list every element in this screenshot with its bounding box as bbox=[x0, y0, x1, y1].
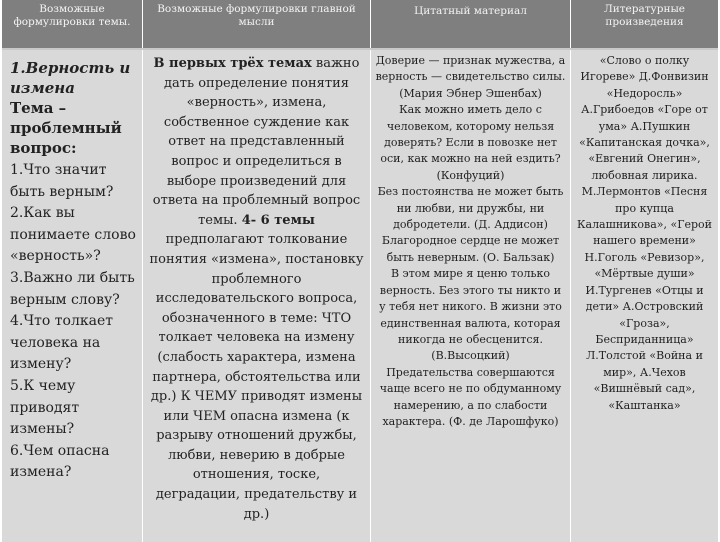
main-idea-text-1: важно дать определение понятия «верность», измена, собственное суждение как ответ на представленный вопрос и определиться в выборе произведений для ответа на проблемный вопрос темы. bbox=[152, 56, 361, 228]
quotations-cell bbox=[371, 50, 571, 542]
quote: В этом мире я ценю только верность. Без этого ты никто и у тебя нет никого. В жизни это единственная валюта, которая никогда не обесценится. (В.Высоцкий) bbox=[379, 267, 562, 363]
question-item: 4.Что толкает человека на измену? bbox=[10, 313, 113, 373]
main-idea-bold-2: 4- 6 темы bbox=[241, 212, 315, 228]
question-item: 5.К чему приводят измены? bbox=[10, 377, 80, 438]
header-quotations: Цитатный материал bbox=[371, 0, 571, 48]
main-idea-cell bbox=[143, 50, 371, 542]
header-topic-wording: Возможные формулировки темы. bbox=[2, 0, 143, 48]
question-item: 3.Важно ли быть верным слову? bbox=[10, 269, 135, 308]
quote: Благородное сердце не может быть неверным. (О. Бальзак) bbox=[381, 234, 560, 264]
header-main-idea-wording: Возможные формулировки главной мысли bbox=[143, 0, 371, 48]
quote: Как можно иметь дело с человеком, которому нельзя доверять? Если в повозке нет оси, как можно на ней ездить? (Конфуций) bbox=[380, 103, 561, 182]
topic-cell bbox=[2, 50, 143, 542]
literary-works-cell: «Слово о полку Игореве» Д.Фонвизин «Недоросль» А.Грибоедов «Горе от ума» А.Пушкин «Капитанская дочка», «Евгений Онегин», любовная лирика. М.Лермонтов «Песня про купца Калашникова», «Герой нашего времени» Н.Гоголь «Ревизор», «Мёртвые души» И.Тургенев «Отцы и дети» А.Островский «Гроза», Бесприданница» Л.Толстой «Война и мир», А.Чехов «Вишнёвый сад», «Каштанка» bbox=[571, 50, 718, 542]
quote: Предательства совершаются чаще всего не по обдуманному намерению, а по слабости характера. (Ф. де Ларошфуко) bbox=[379, 365, 562, 428]
question-item: 6.Чем опасна измена? bbox=[10, 442, 110, 481]
quote: Без постоянства не может быть ни любви, ни дружбы, ни добродетели. (Д. Аддисон) bbox=[377, 185, 564, 232]
main-idea-bold-1: В первых трёх темах bbox=[153, 56, 312, 71]
topic-title: 1.Верность и измена bbox=[10, 59, 131, 97]
topic-subtitle: Тема – проблемный вопрос: bbox=[10, 99, 122, 157]
header-literary-works: Литературные произведения bbox=[571, 0, 718, 48]
question-item: 2.Как вы понимаете слово «верность»? bbox=[10, 205, 136, 265]
question-item: 1.Что значит быть верным? bbox=[10, 162, 114, 200]
main-idea-text-2: предполагают толкование понятия «измена», постановку проблемного исследовательского вопроса, обозначенного в теме: ЧТО толкает человека на измену (слабость характера, измена партнера, обстоятельства или др.) К ЧЕМУ приводят измены или ЧЕМ опасна измена (к разрыву отношений дружбы, любви, неверию в добрые отношения, тоске, деградации, предательству и др.) bbox=[149, 232, 364, 522]
question-list bbox=[10, 160, 138, 484]
literature-topics-table bbox=[2, 0, 718, 540]
quote: Доверие — признак мужества, а верность — свидетельство силы. (Мария Эбнер Эшенбах) bbox=[375, 54, 566, 100]
